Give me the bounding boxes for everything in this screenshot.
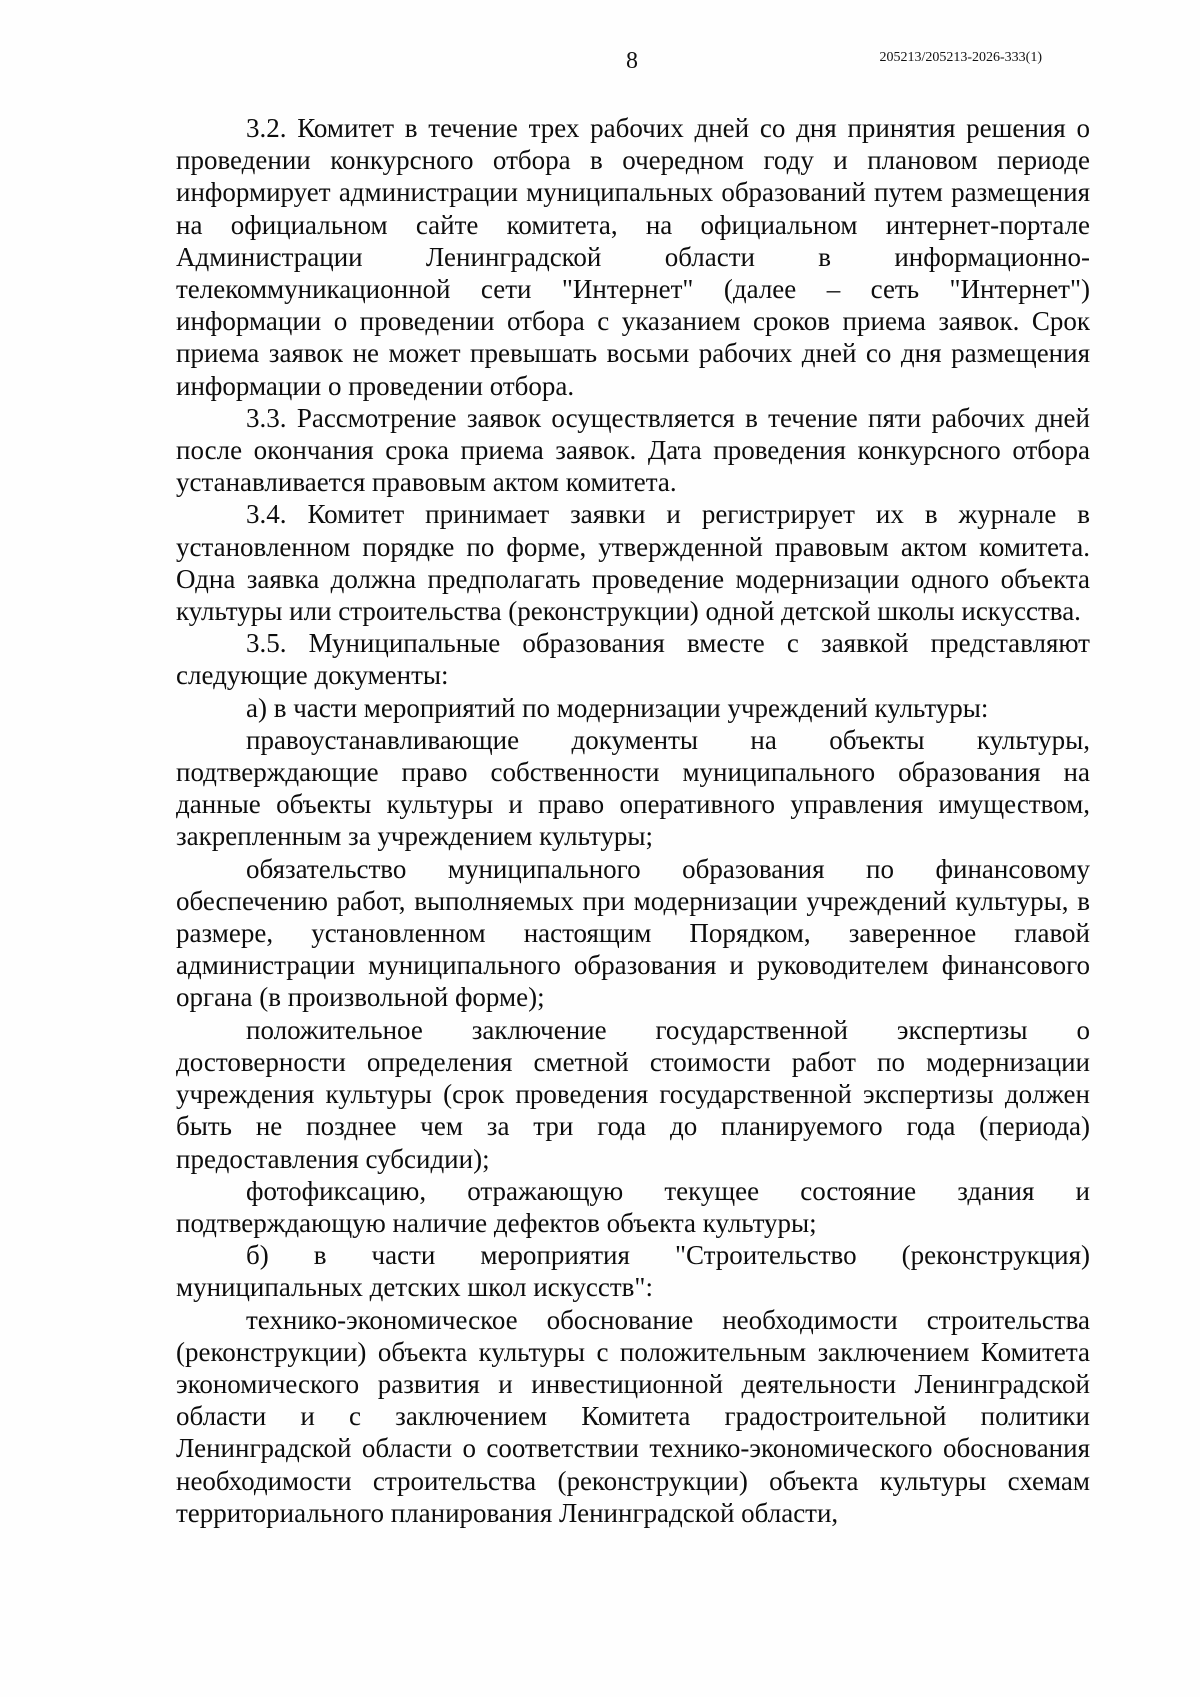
subitem-a: а) в части мероприятий по модернизации учреждений культуры: xyxy=(246,692,989,723)
list-item-expertise-conclusion: положительное заключение государственной экспертизы о достоверности определения сметной стоимости работ по модернизации учреждения культуры (срок проведения государственной экспертизы должен быть не позднее чем за три года до планируемого года (периода) предоставления субсидии); xyxy=(176,1014,1090,1174)
subitem-b: б) в части мероприятия "Строительство (реконструкция) муниципальных детских школ искусств": xyxy=(176,1240,1090,1303)
document-id: 205213/205213-2026-333(1) xyxy=(879,50,1042,65)
list-item-financial-obligation: обязательство муниципального образования по финансовому обеспечению работ, выполняемых при модернизации учреждений культуры, в размере, установленном настоящим Порядком, заверенное главой администрации муниципального образования и руководителем финансового органа (в произвольной форме); xyxy=(176,853,1090,1013)
list-item-title-documents: правоустанавливающие документы на объекты культуры, подтверждающие право собственности муниципального образования на данные объекты культуры и право оперативного управления имуществом, закрепленным за учреждением культуры; xyxy=(176,724,1090,852)
paragraph-3-2: 3.2. Комитет в течение трех рабочих дней со дня принятия решения о проведении конкурсного отбора в очередном году и плановом периоде информирует администрации муниципальных образований путем размещения на официальном сайте комитета, на официальном интернет-портале Администрации Ленинградской области в информационно-телекоммуникационной сети "Интернет" (далее – сеть "Интернет") информации о проведении отбора с указанием сроков приема заявок. Срок приема заявок не может превышать восьми рабочих дней со дня размещения информации о проведении отбора. xyxy=(176,113,1090,401)
list-item-feasibility-study: технико-экономическое обоснование необходимости строительства (реконструкции) объекта культуры с положительным заключением Комитета экономического развития и инвестиционной деятельности Ленинградской области и с заключением Комитета градостроительной политики Ленинградской области о соответствии технико-экономического обоснования необходимости строительства (реконструкции) объекта культуры схемам территориального планирования Ленинградской области, xyxy=(176,1304,1090,1528)
paragraph-3-3: 3.3. Рассмотрение заявок осуществляется в течение пяти рабочих дней после окончания срока приема заявок. Дата проведения конкурсного отбора устанавливается правовым актом комитета. xyxy=(176,402,1090,498)
paragraph-3-4: 3.4. Комитет принимает заявки и регистрирует их в журнале в установленном порядке по форме, утвержденной правовым актом комитета. Одна заявка должна предполагать проведение модернизации одного объекта культуры или строительства (реконструкции) одной детской школы искусства. xyxy=(176,499,1090,627)
list-item-photo-fixation: фотофиксацию, отражающую текущее состояние здания и подтверждающую наличие дефектов объекта культуры; xyxy=(176,1175,1090,1238)
paragraph-3-5: 3.5. Муниципальные образования вместе с заявкой представляют следующие документы: xyxy=(176,628,1090,691)
page-number: 8 xyxy=(626,48,638,74)
document-body xyxy=(176,112,1090,1529)
